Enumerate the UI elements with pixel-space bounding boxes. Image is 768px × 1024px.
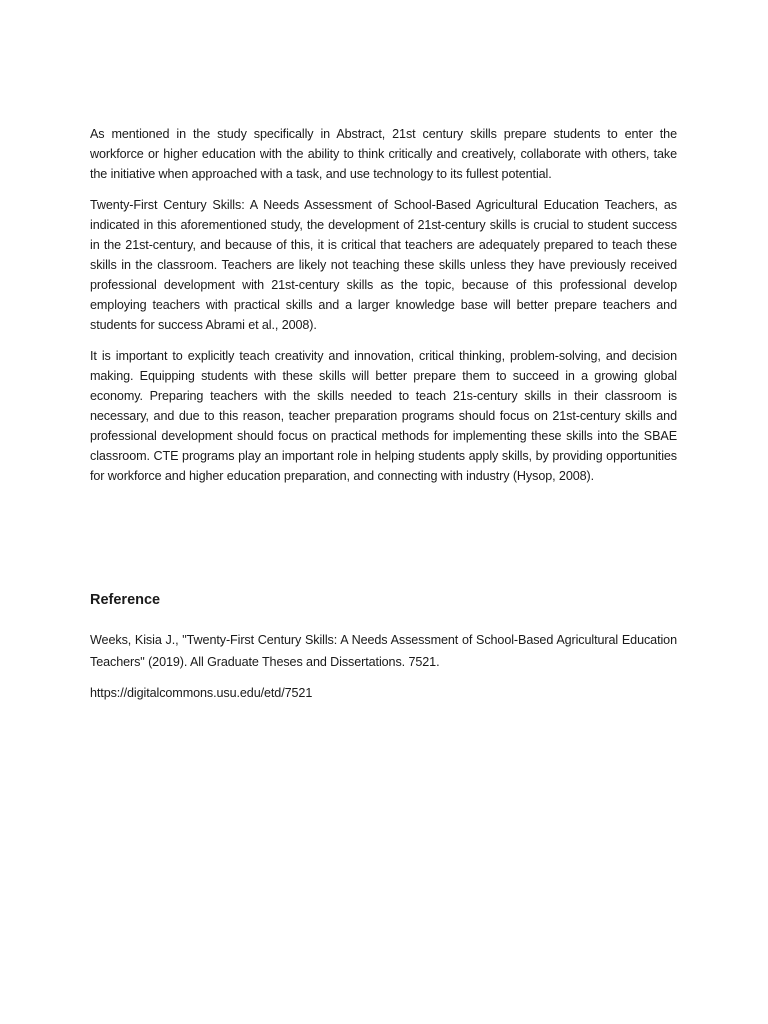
document-body <box>90 124 677 486</box>
paragraph-intro: As mentioned in the study specifically in Abstract, 21st century skills prepare students to enter the workforce or higher education with the ability to think critically and creatively, collaborate with others, take the initiative when approached with a task, and use technology to its fullest potential. <box>90 127 677 181</box>
reference-citation: Weeks, Kisia J., "Twenty-First Century Skills: A Needs Assessment of School-Based Agricultural Education Teachers" (2019). All Graduate Theses and Dissertations. 7521. <box>90 633 677 669</box>
paragraph-explicit-teaching: It is important to explicitly teach creativity and innovation, critical thinking, problem-solving, and decision making. Equipping students with these skills will better prepare them to succeed in a growing global economy. Preparing teachers with the skills needed to teach 21s-century skills in their classroom is necessary, and due to this reason, teacher preparation programs should focus on 21st-century skills and professional development should focus on practical methods for implementing these skills into the SBAE classroom. CTE programs play an important role in helping students apply skills, by providing opportunities for workforce and higher education preparation, and connecting with industry (Hysop, 2008). <box>90 349 677 483</box>
reference-url: https://digitalcommons.usu.edu/etd/7521 <box>90 686 313 700</box>
paragraph-needs-assessment: Twenty-First Century Skills: A Needs Assessment of School-Based Agricultural Education Teachers, as indicated in this aforementioned study, the development of 21st-century skills is crucial to student success in the 21st-century, and because of this, it is critical that teachers are adequately prepared to teach these skills in the classroom. Teachers are likely not teaching these skills unless they have previously received professional development with 21st-century skills as the topic, because of this professional develop employing teachers with practical skills and a larger knowledge base will better prepare teachers and students for success Abrami et al., 2008). <box>90 198 677 332</box>
reference-heading: Reference <box>90 592 161 608</box>
